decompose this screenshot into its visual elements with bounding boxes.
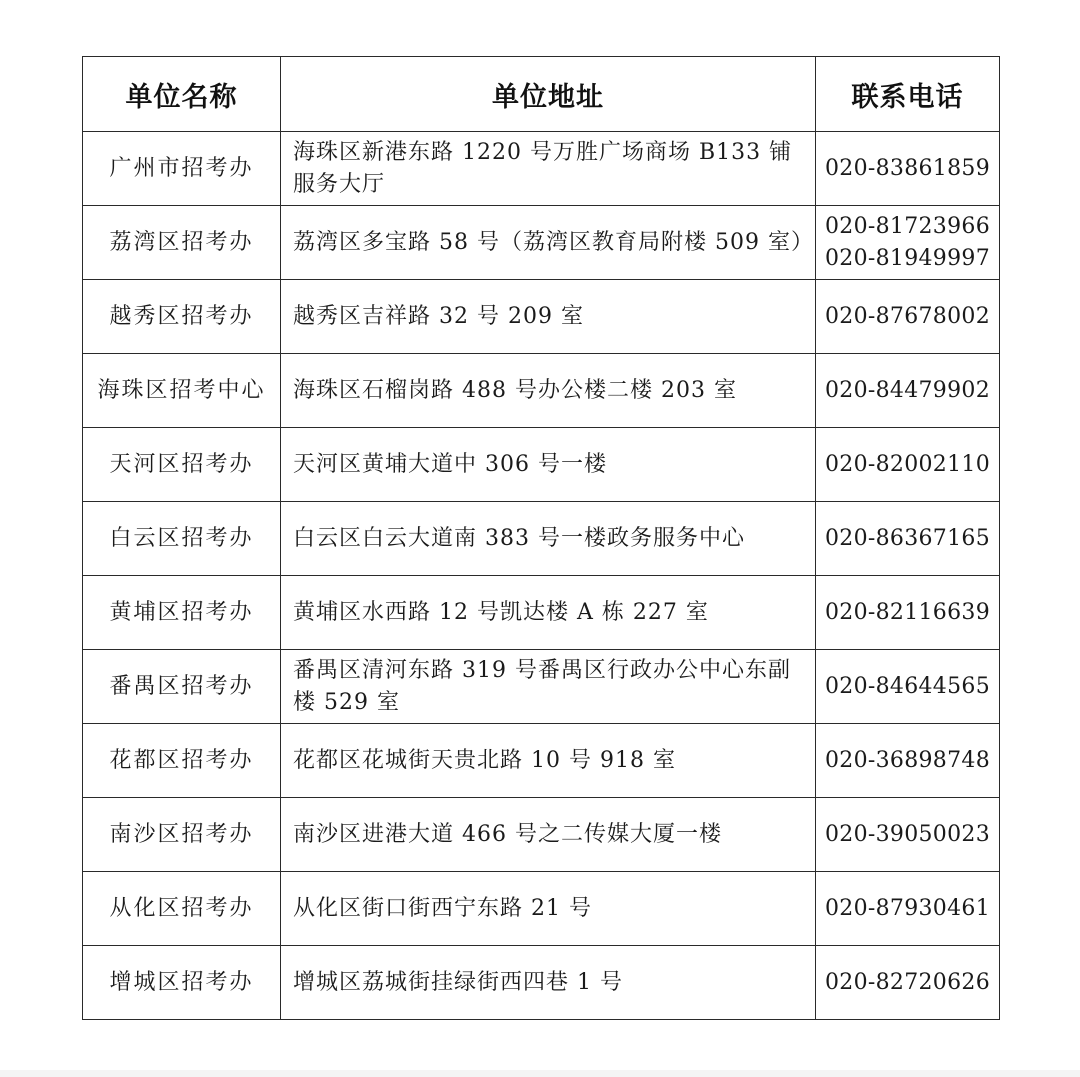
table-row bbox=[83, 576, 1000, 650]
unit-phone bbox=[816, 872, 1000, 946]
unit-name: 花都区招考办 bbox=[83, 724, 281, 798]
table-row bbox=[83, 354, 1000, 428]
unit-name: 广州市招考办 bbox=[83, 132, 281, 206]
unit-name: 从化区招考办 bbox=[83, 872, 281, 946]
unit-phone bbox=[816, 132, 1000, 206]
table-row bbox=[83, 798, 1000, 872]
table-row bbox=[83, 650, 1000, 724]
phone-number: 020-84479902 bbox=[824, 377, 990, 403]
unit-phone bbox=[816, 280, 1000, 354]
table-row bbox=[83, 428, 1000, 502]
table-row bbox=[83, 724, 1000, 798]
unit-phone bbox=[816, 798, 1000, 872]
unit-name: 番禺区招考办 bbox=[83, 650, 281, 724]
unit-phone bbox=[816, 502, 1000, 576]
unit-name: 荔湾区招考办 bbox=[83, 206, 281, 280]
phone-number: 020-87930461 bbox=[824, 895, 990, 921]
unit-address: 南沙区进港大道 466 号之二传媒大厦一楼 bbox=[281, 798, 816, 872]
phone-number: 020-82116639 bbox=[824, 599, 990, 625]
unit-address: 黄埔区水西路 12 号凯达楼 A 栋 227 室 bbox=[281, 576, 816, 650]
phone-number: 020-81723966 bbox=[824, 213, 990, 239]
contact-table-container bbox=[82, 56, 999, 1020]
unit-phone bbox=[816, 724, 1000, 798]
unit-address: 海珠区新港东路 1220 号万胜广场商场 B133 铺服务大厅 bbox=[281, 132, 816, 206]
phone-number: 020-36898748 bbox=[824, 747, 990, 773]
unit-address: 从化区街口街西宁东路 21 号 bbox=[281, 872, 816, 946]
unit-name: 越秀区招考办 bbox=[83, 280, 281, 354]
contact-table bbox=[82, 56, 1000, 1020]
unit-address: 花都区花城街天贵北路 10 号 918 室 bbox=[281, 724, 816, 798]
phone-number: 020-82720626 bbox=[824, 969, 990, 995]
phone-number: 020-81949997 bbox=[824, 245, 990, 271]
header-address: 单位地址 bbox=[281, 57, 816, 132]
phone-number: 020-87678002 bbox=[824, 303, 990, 329]
header-phone: 联系电话 bbox=[816, 57, 1000, 132]
unit-phone bbox=[816, 206, 1000, 280]
unit-address: 白云区白云大道南 383 号一楼政务服务中心 bbox=[281, 502, 816, 576]
unit-address: 越秀区吉祥路 32 号 209 室 bbox=[281, 280, 816, 354]
table-row bbox=[83, 206, 1000, 280]
table-header-row bbox=[83, 57, 1000, 132]
unit-address: 天河区黄埔大道中 306 号一楼 bbox=[281, 428, 816, 502]
table-row bbox=[83, 132, 1000, 206]
table-row bbox=[83, 946, 1000, 1020]
table-row bbox=[83, 502, 1000, 576]
unit-phone bbox=[816, 650, 1000, 724]
unit-address: 海珠区石榴岗路 488 号办公楼二楼 203 室 bbox=[281, 354, 816, 428]
table-row bbox=[83, 872, 1000, 946]
header-name: 单位名称 bbox=[83, 57, 281, 132]
unit-address: 荔湾区多宝路 58 号（荔湾区教育局附楼 509 室） bbox=[281, 206, 816, 280]
unit-name: 天河区招考办 bbox=[83, 428, 281, 502]
unit-address: 增城区荔城街挂绿街西四巷 1 号 bbox=[281, 946, 816, 1020]
unit-address: 番禺区清河东路 319 号番禺区行政办公中心东副楼 529 室 bbox=[281, 650, 816, 724]
unit-phone bbox=[816, 946, 1000, 1020]
unit-name: 白云区招考办 bbox=[83, 502, 281, 576]
phone-number: 020-83861859 bbox=[824, 155, 990, 181]
phone-number: 020-84644565 bbox=[824, 673, 990, 699]
bottom-divider bbox=[0, 1070, 1080, 1077]
unit-phone bbox=[816, 354, 1000, 428]
unit-phone bbox=[816, 576, 1000, 650]
unit-name: 黄埔区招考办 bbox=[83, 576, 281, 650]
unit-phone bbox=[816, 428, 1000, 502]
unit-name: 南沙区招考办 bbox=[83, 798, 281, 872]
unit-name: 增城区招考办 bbox=[83, 946, 281, 1020]
unit-name: 海珠区招考中心 bbox=[83, 354, 281, 428]
phone-number: 020-86367165 bbox=[824, 525, 990, 551]
phone-number: 020-39050023 bbox=[824, 821, 990, 847]
phone-number: 020-82002110 bbox=[824, 451, 990, 477]
table-row bbox=[83, 280, 1000, 354]
